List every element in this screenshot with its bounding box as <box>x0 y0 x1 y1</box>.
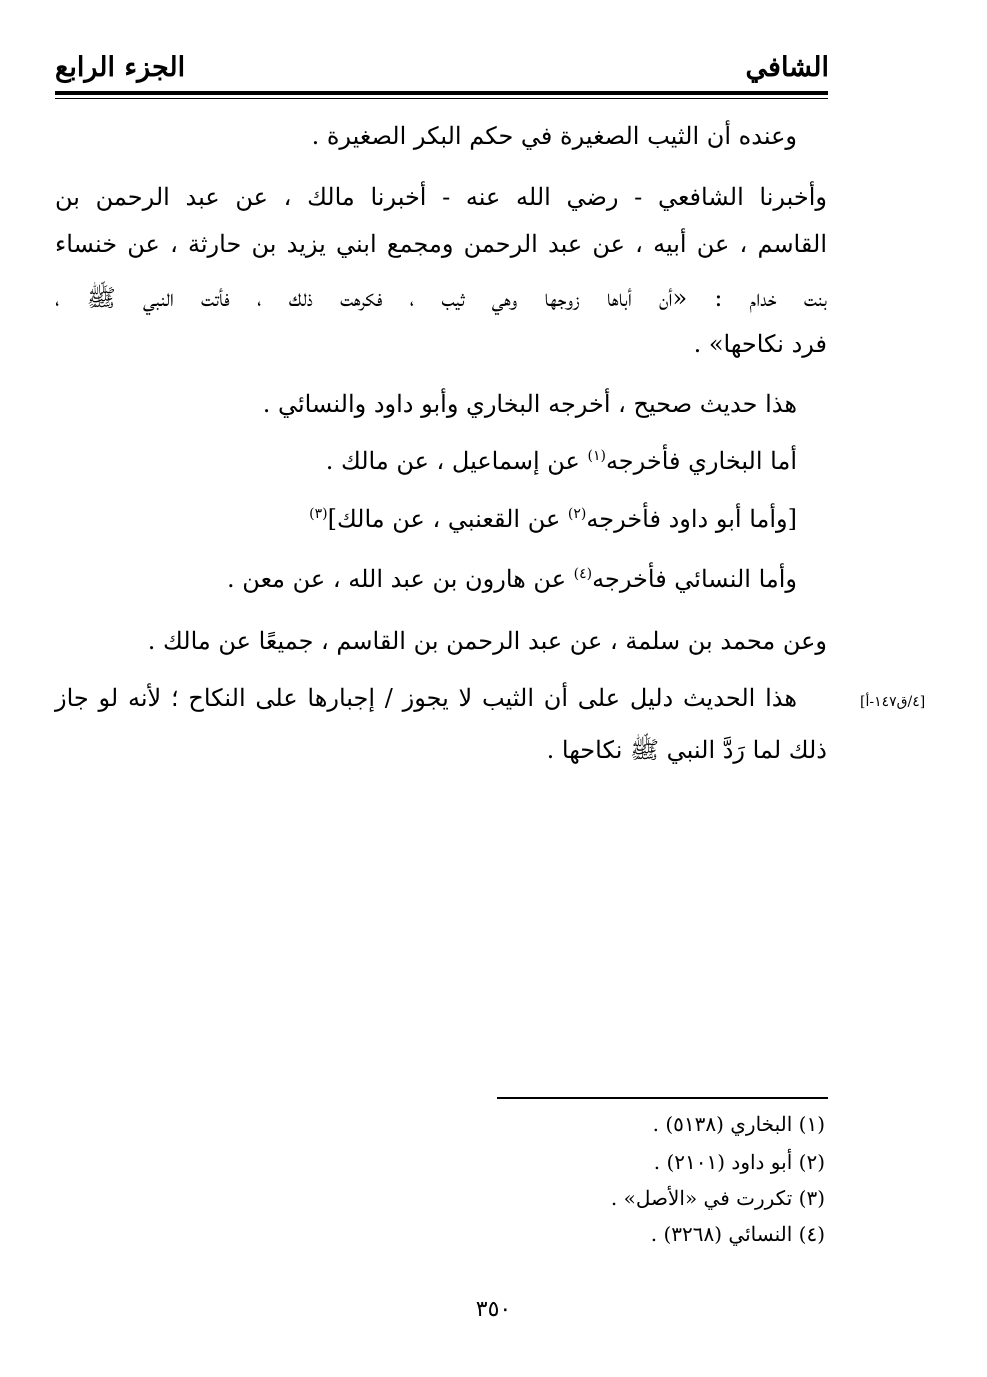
body-line-1: وعنده أن الثيب الصغيرة في حكم البكر الصغيرة . <box>311 122 797 150</box>
body-line-4: بنت خدام : «أن أباها زوجها وهي ثيب ، فكرهت ذلك ، فأتت النبي ﷺ ، <box>55 284 827 312</box>
body-line-7 <box>326 447 797 475</box>
body-line-9 <box>227 565 797 593</box>
page-number: ٣٥٠ <box>475 1297 512 1322</box>
footnote-3: (٣) تكررت في «الأصل» . <box>610 1186 825 1210</box>
body-line-8-start: [وأما أبو داود فأخرجه <box>586 505 797 533</box>
body-line-6: هذا حديث صحيح ، أخرجه البخاري وأبو داود والنسائي . <box>262 390 797 418</box>
manuscript-folio-marker: [٤/ق١٤٧-أ] <box>860 694 926 710</box>
footnote-separator <box>497 1097 828 1099</box>
body-line-5: فرد نكاحها» . <box>693 330 827 358</box>
body-line-12: ذلك لما رَدَّ النبي ﷺ نكاحها . <box>546 736 827 764</box>
body-line-10: وعن محمد بن سلمة ، عن عبد الرحمن بن القاسم ، جميعًا عن مالك . <box>147 627 827 655</box>
footnote-ref-3[interactable]: (٣) <box>309 506 328 522</box>
body-line-7-start: أما البخاري فأخرجه <box>605 447 797 475</box>
body-line-11: هذا الحديث دليل على أن الثيب لا يجوز / إجبارها على النكاح ؛ لأنه لو جاز <box>55 684 797 712</box>
footnote-ref-4[interactable]: (٤) <box>573 566 593 582</box>
header-rule-thin <box>55 98 828 99</box>
footnote-1: (١) البخاري (٥١٣٨) . <box>652 1112 825 1136</box>
header-rule-thick <box>55 91 828 95</box>
body-line-8-end: عن القعنبي ، عن مالك] <box>327 505 568 533</box>
running-header-title: الشافي <box>745 52 829 83</box>
body-line-2: وأخبرنا الشافعي - رضي الله عنه - أخبرنا مالك ، عن عبد الرحمن بن <box>55 183 827 211</box>
body-line-9-start: وأما النسائي فأخرجه <box>592 565 797 593</box>
footnote-2: (٢) أبو داود (٢١٠١) . <box>653 1150 825 1174</box>
footnote-ref-1[interactable]: (١) <box>587 448 606 464</box>
body-line-3: القاسم ، عن أبيه ، عن عبد الرحمن ومجمع ابني يزيد بن حارثة ، عن خنساء <box>55 230 827 258</box>
footnote-4: (٤) النسائي (٣٢٦٨) . <box>650 1222 825 1246</box>
running-header-volume: الجزء الرابع <box>55 52 186 83</box>
body-line-9-end: عن هارون بن عبد الله ، عن معن . <box>227 565 574 593</box>
footnote-ref-2[interactable]: (٢) <box>567 506 587 522</box>
body-line-8 <box>309 505 797 533</box>
body-line-7-end: عن إسماعيل ، عن مالك . <box>325 447 588 475</box>
